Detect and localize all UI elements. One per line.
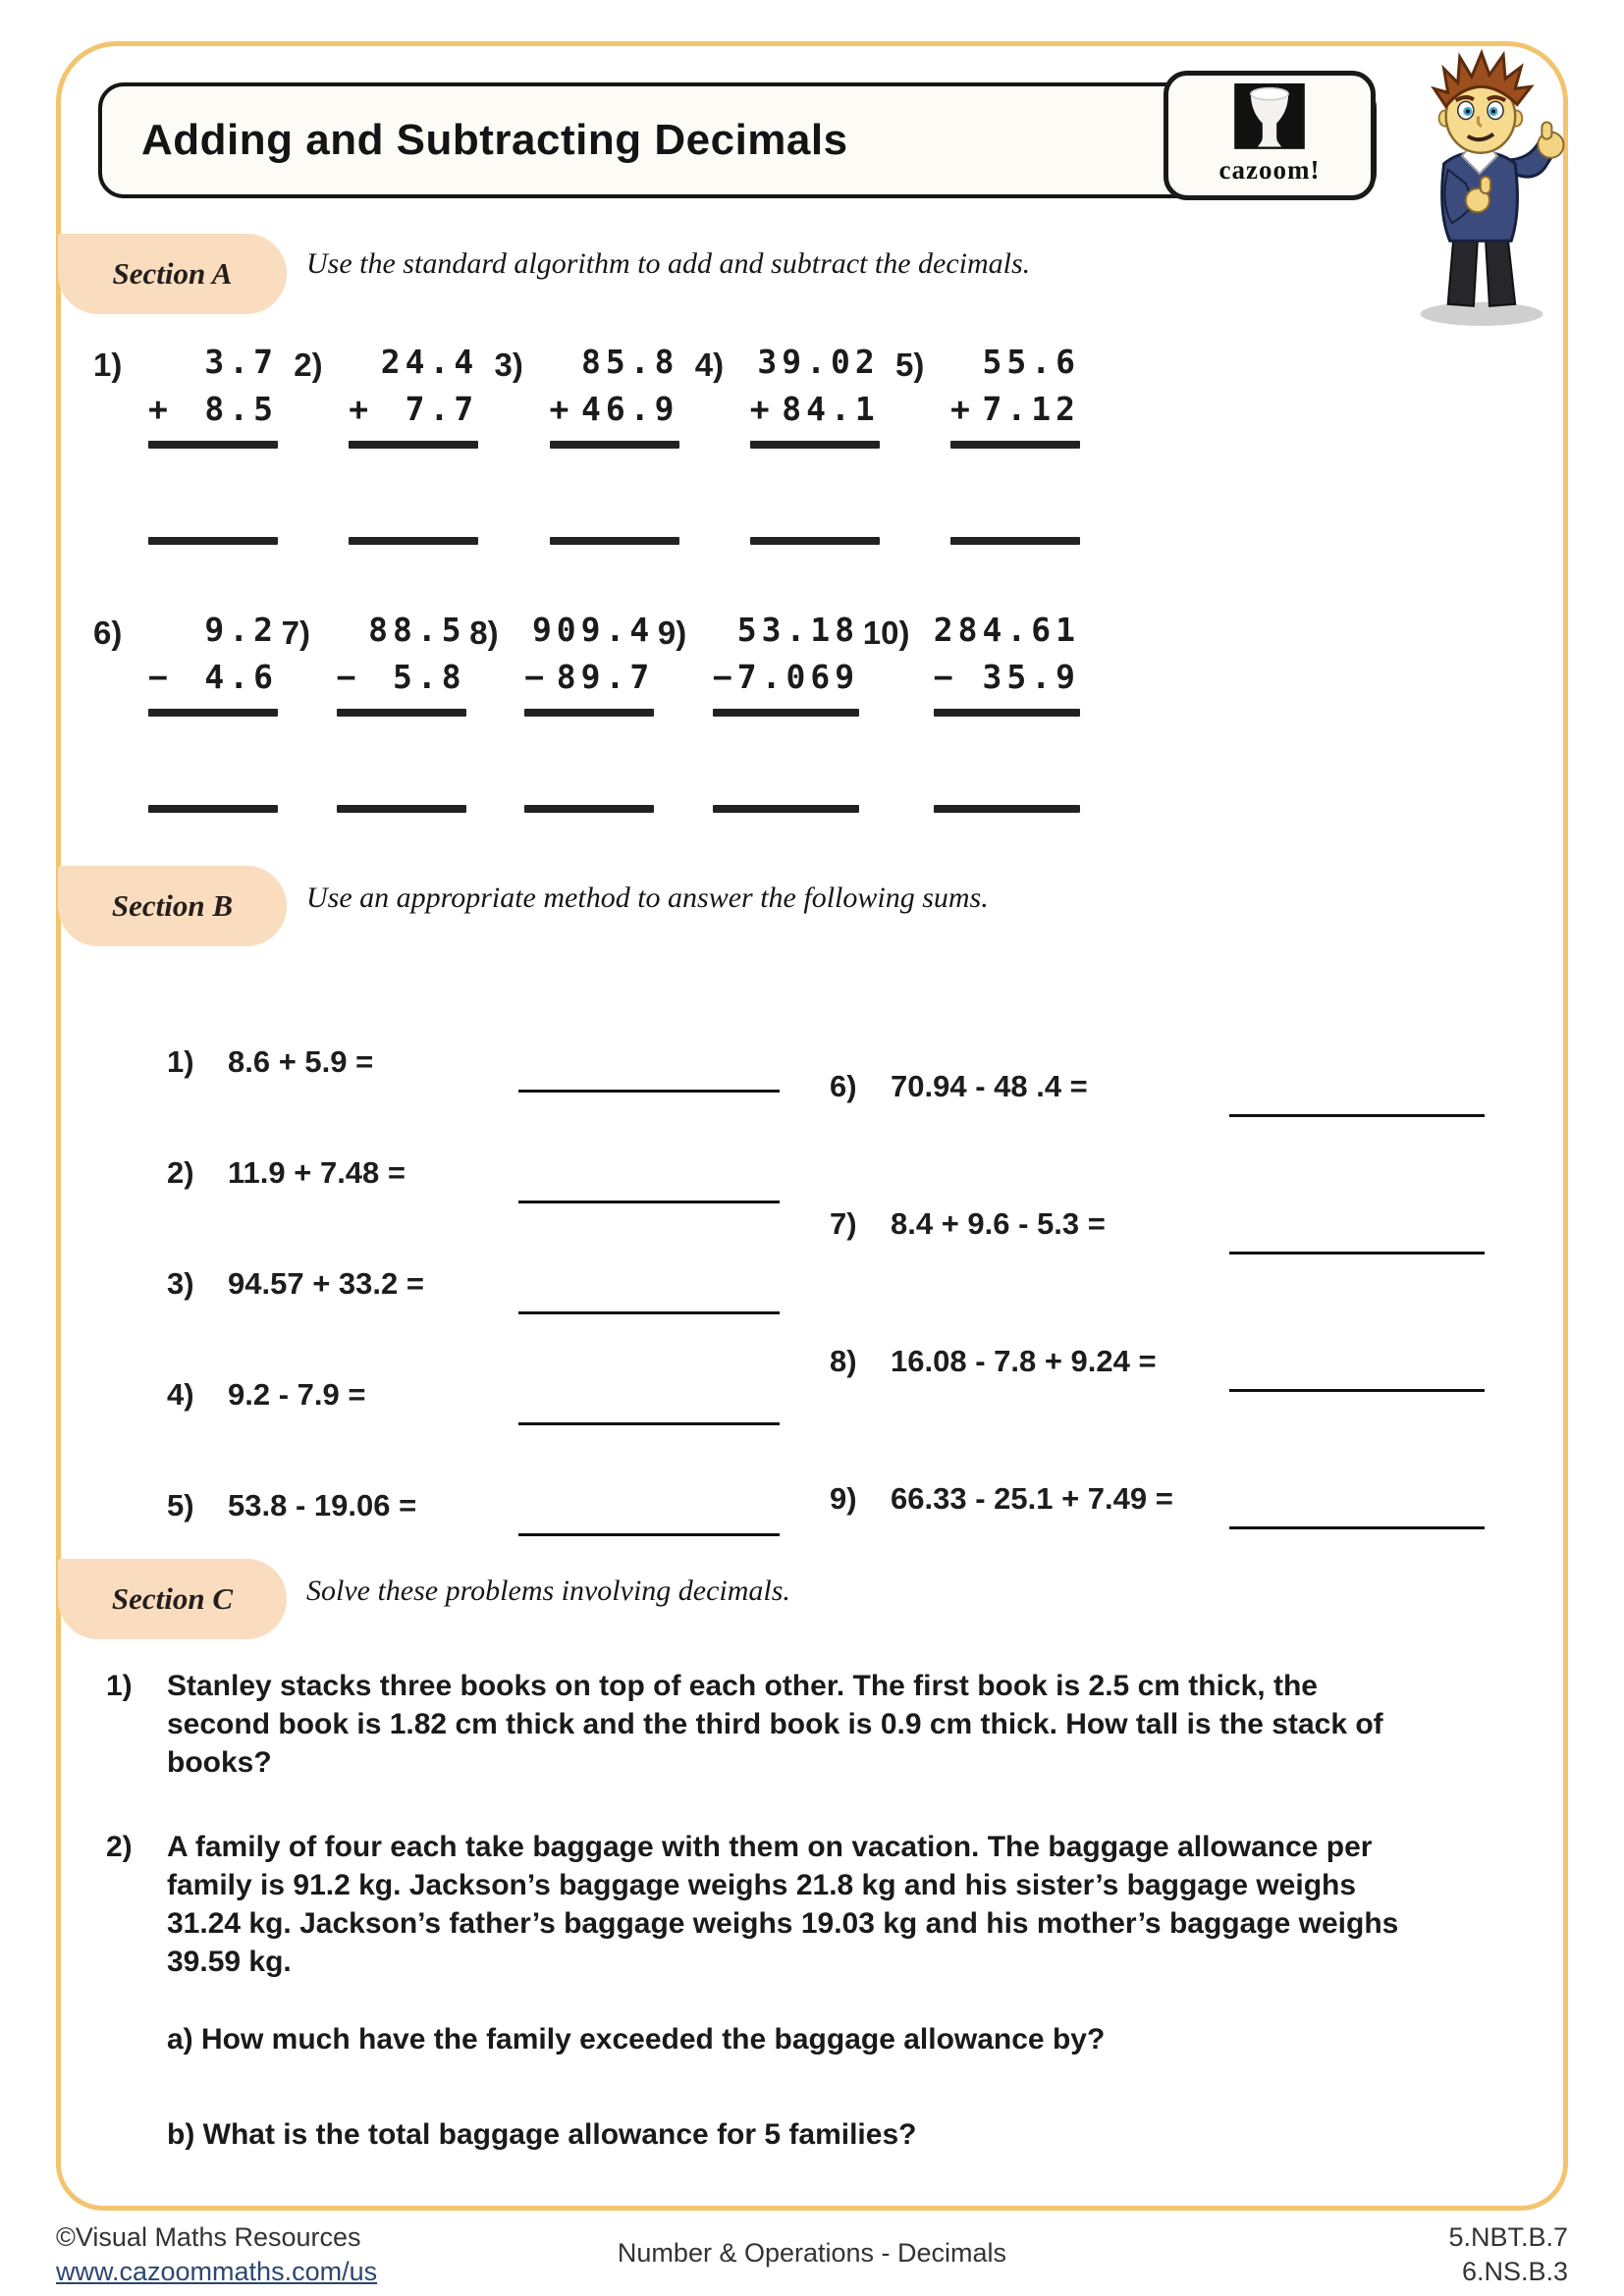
column-problem-2 [294,339,478,545]
problem-number: 1) [167,1044,194,1079]
problem-number: 3) [167,1266,194,1301]
answer-line [934,805,1080,813]
operand-top: 9.2 [204,611,278,649]
operand-top: 88.5 [368,611,466,649]
answer-line [337,805,466,813]
operand-top: 909.4 [531,611,655,649]
sum-problem-1 [167,1044,854,1084]
operator: − [933,658,958,696]
answer-line [349,537,478,545]
problem-number: 10) [862,614,910,651]
problem-number: 2) [106,1831,133,1863]
expression: 8.4 + 9.6 - 5.3 = [891,1206,1106,1241]
section-a-row-2 [93,607,1080,813]
sum-line [750,441,880,449]
sum-problem-5 [167,1488,854,1527]
difference-line [148,709,278,717]
answer-line [713,805,859,813]
column-problem-8 [469,607,654,813]
difference-line [934,709,1080,717]
problem-number: 1) [93,347,123,383]
difference-line [713,709,859,717]
sum-line [148,441,278,449]
problem-number: 5) [167,1488,194,1522]
column-problem-7 [282,607,466,813]
operand-top: 284.61 [933,611,1080,649]
operand-bottom: 5.8 [393,658,466,696]
operand-bottom: 89.7 [556,658,655,696]
answer-line [550,537,679,545]
word-problem-2 [106,1828,1500,2154]
operator: − [712,658,737,696]
operand-top: 24.4 [380,343,479,381]
problem-number: 3) [494,347,523,383]
section-b-badge [58,866,287,946]
problem-number: 5) [895,347,925,383]
sum-problem-6 [830,1069,1537,1108]
section-a-instruction: Use the standard algorithm to add and subtract the decimals. [306,247,1031,280]
answer-line [1229,1389,1485,1392]
sum-line [550,441,679,449]
answer-line [950,537,1080,545]
answer-line [518,1422,780,1425]
section-b-right-column [830,1069,1537,1619]
answer-line [518,1533,780,1536]
operand-bottom: 4.6 [204,658,278,696]
section-b-instruction: Use an appropriate method to answer the following sums. [306,881,989,914]
word-problem-1-text: Stanley stacks three books on top of each other. The first book is 2.5 cm thick, the second book is 1.82 cm thick and the third book is 0.9 cm thick. How tall is the stack of books? [167,1670,1383,1779]
column-problem-6 [93,607,278,813]
problem-number: 9) [830,1481,857,1516]
problem-number: 4) [694,347,725,383]
answer-line [518,1201,780,1203]
page-title: Adding and Subtracting Decimals [141,116,848,164]
operand-top: 85.8 [581,343,679,381]
difference-line [524,709,654,717]
expression: 11.9 + 7.48 = [228,1155,406,1190]
operand-bottom: 7.069 [736,658,860,696]
problem-number: 6) [830,1069,857,1103]
expression: 94.57 + 33.2 = [228,1266,424,1301]
sum-line [950,441,1080,449]
operand-top: 39.02 [757,343,880,381]
problem-number: 9) [657,614,687,651]
operand-bottom: 8.5 [204,390,278,428]
section-a-badge [58,234,287,314]
problem-number: 7) [281,614,310,651]
operator: − [148,658,173,696]
operand-bottom: 84.1 [782,390,880,428]
cazoom-website-link[interactable]: www.cazoommaths.com/us [56,2257,378,2286]
section-b-label: Section B [111,888,234,923]
answer-line [148,537,278,545]
operator: − [524,658,550,696]
difference-line [337,709,466,717]
answer-line [148,805,278,813]
answer-line [1229,1252,1485,1255]
operand-top: 3.7 [204,343,278,381]
section-a-row-1 [93,339,1080,545]
column-problem-1 [93,339,278,545]
operand-bottom: 7.7 [405,390,479,428]
expression: 53.8 - 19.06 = [228,1488,417,1522]
problem-number: 8) [469,614,499,651]
problem-number: 4) [167,1377,194,1412]
problem-number: 2) [167,1155,194,1190]
operator: + [549,390,574,428]
sum-problem-9 [830,1481,1537,1521]
operator: + [349,390,374,428]
problem-number: 6) [93,614,123,651]
footer-standards [1448,2220,1568,2289]
answer-line [1229,1114,1485,1117]
expression: 70.94 - 48 .4 = [891,1069,1088,1103]
section-c-instruction: Solve these problems involving decimals. [306,1575,790,1607]
standard-code-1: 5.NBT.B.7 [1448,2222,1568,2252]
sum-problem-7 [830,1206,1537,1246]
sum-problem-3 [167,1266,854,1306]
problem-number: 2) [294,347,323,383]
answer-line [518,1311,780,1314]
sum-line [349,441,478,449]
expression: 8.6 + 5.9 = [228,1044,374,1079]
word-problem-2-text: A family of four each take baggage with them on vacation. The baggage allowance per family is 91.2 kg. Jackson’s baggage weighs 21.8 kg and his sister’s baggage weighs 31.24 kg. Jackson’s father’s baggage weighs 19.03 kg and his mother’s baggage weighs 39.59 kg. [167,1831,1399,1978]
answer-line [750,537,880,545]
operator: + [950,390,975,428]
answer-line [524,805,654,813]
expression: 9.2 - 7.9 = [228,1377,366,1412]
footer-category: Number & Operations - Decimals [617,2238,1007,2268]
operand-bottom: 7.12 [982,390,1080,428]
djembe-drum-icon [1231,83,1308,161]
word-problem-2a: a) How much have the family exceeded the baggage allowance by? [167,2023,1106,2056]
standard-code-2: 6.NS.B.3 [1461,2257,1568,2286]
answer-line [518,1090,780,1093]
operator: − [336,658,361,696]
sum-problem-2 [167,1155,854,1195]
word-problem-2b: b) What is the total baggage allowance for 5 families? [167,2118,917,2151]
problem-number: 7) [830,1206,857,1241]
column-problem-4 [695,339,880,545]
operand-bottom: 35.9 [982,658,1080,696]
column-problem-3 [495,339,679,545]
column-problem-10 [863,607,1080,813]
section-b-left-column [167,1044,854,1599]
section-c-badge [58,1559,287,1639]
sum-problem-8 [830,1344,1537,1383]
answer-line [1229,1526,1485,1529]
cazoom-logo-text: cazoom! [1218,155,1321,185]
expression: 66.33 - 25.1 + 7.49 = [891,1481,1173,1516]
operand-top: 55.6 [982,343,1080,381]
operator: + [749,390,775,428]
operand-bottom: 46.9 [581,390,679,428]
word-problem-1 [106,1667,1500,1782]
problem-number: 1) [106,1670,133,1702]
operand-top: 53.18 [736,611,860,649]
section-a-label: Section A [112,256,233,291]
expression: 16.08 - 7.8 + 9.24 = [891,1344,1157,1378]
cazoom-logo [1164,71,1376,200]
column-problem-5 [895,339,1080,545]
sum-problem-4 [167,1377,854,1416]
problem-number: 8) [830,1344,857,1378]
section-c-label: Section C [111,1581,234,1616]
operator: + [148,390,173,428]
column-problem-9 [658,607,859,813]
mascot-boy-illustration [1382,45,1600,337]
copyright-text: ©Visual Maths Resources [56,2222,361,2252]
